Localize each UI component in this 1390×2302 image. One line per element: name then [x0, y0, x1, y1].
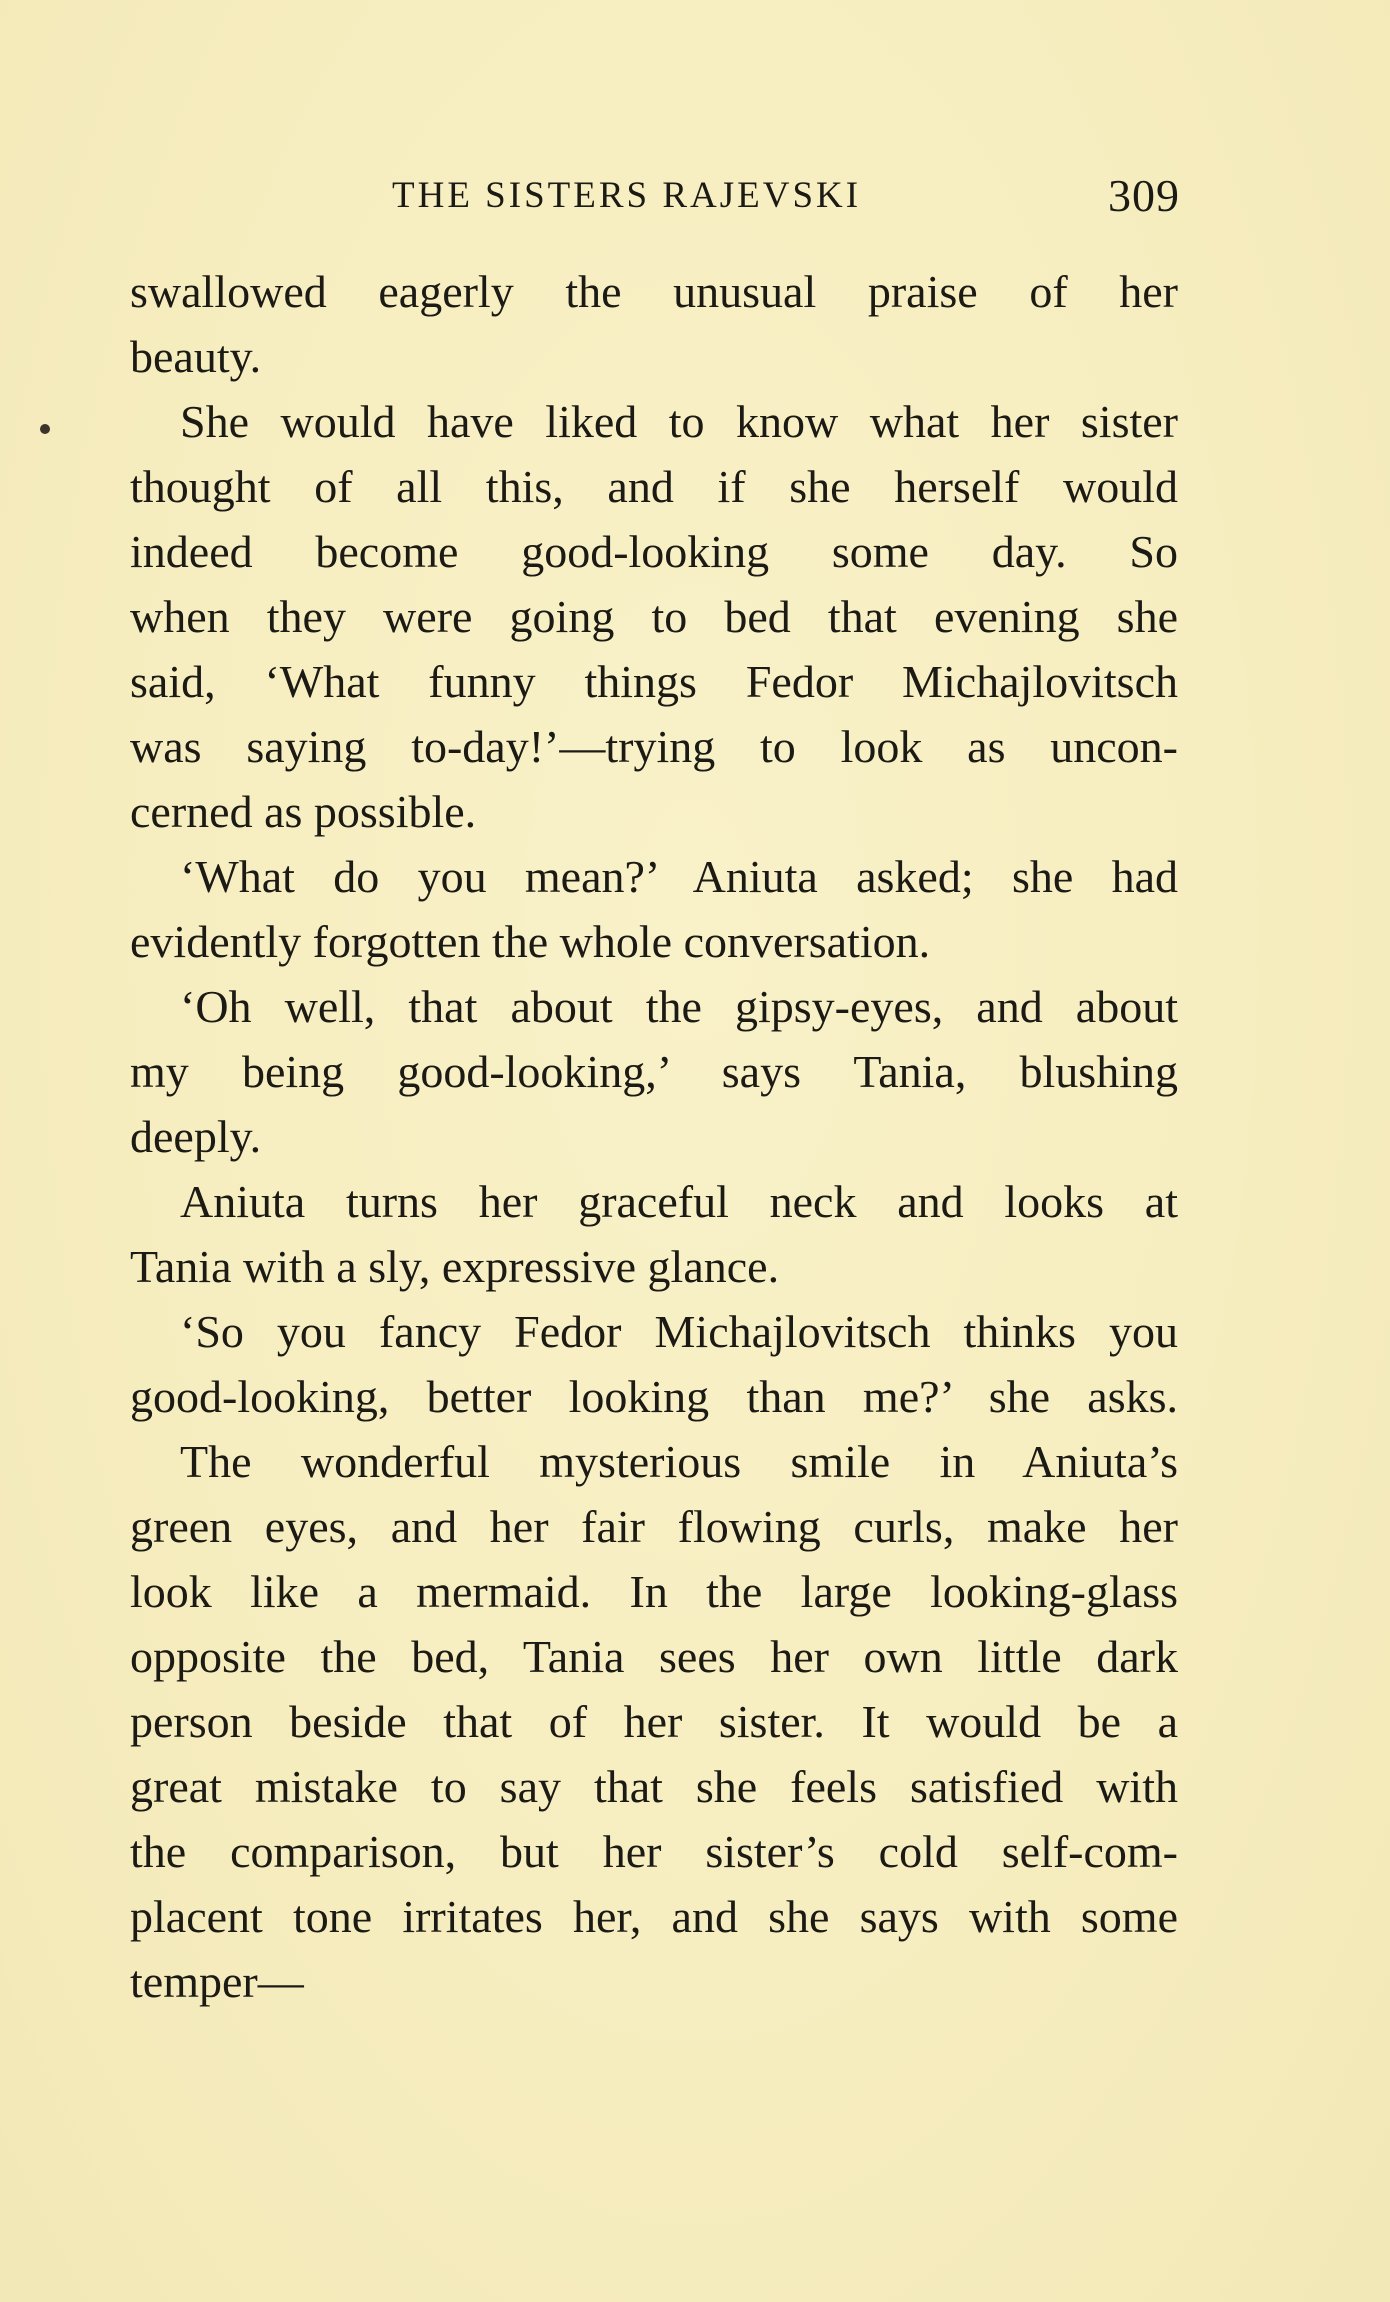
text-line: swallowed eagerly the unusual praise of her	[130, 266, 1178, 317]
text-line: look like a mermaid. In the large looking-glass	[130, 1566, 1178, 1617]
text-line: my being good-looking,’ says Tania, blushing	[130, 1046, 1178, 1097]
text-line: ‘So you fancy Fedor Michajlovitsch thinks you	[180, 1306, 1178, 1357]
text-line: indeed become good-looking some day. So	[130, 526, 1178, 577]
text-line: cerned as possible.	[130, 786, 477, 837]
text-line: the comparison, but her sister’s cold self-com-	[130, 1826, 1178, 1877]
text-line: thought of all this, and if she herself would	[130, 461, 1178, 512]
text-line: Aniuta turns her graceful neck and looks at	[180, 1176, 1178, 1227]
text-line: opposite the bed, Tania sees her own little dark	[130, 1631, 1178, 1682]
text-line: ‘What do you mean?’ Aniuta asked; she had	[180, 851, 1178, 902]
text-line: great mistake to say that she feels satisfied with	[130, 1761, 1178, 1812]
text-line: good-looking, better looking than me?’ she asks.	[130, 1371, 1178, 1422]
text-line: The wonderful mysterious smile in Aniuta’s	[180, 1436, 1178, 1487]
text-line: green eyes, and her fair flowing curls, make her	[130, 1501, 1178, 1552]
text-line: placent tone irritates her, and she says with some	[130, 1891, 1178, 1942]
text-line: when they were going to bed that evening she	[130, 591, 1178, 642]
text-line: was saying to-day!’—trying to look as uncon-	[130, 721, 1178, 772]
text-line: temper—	[130, 1956, 304, 2007]
running-title: THE SISTERS RAJEVSKI	[392, 175, 862, 216]
text-line: said, ‘What funny things Fedor Michajlovitsch	[130, 656, 1178, 707]
page-header	[130, 168, 1180, 224]
text-line: She would have liked to know what her sister	[180, 396, 1178, 447]
page-number: 309	[1108, 170, 1180, 221]
text-line: beauty.	[130, 331, 262, 382]
text-line: deeply.	[130, 1111, 262, 1162]
text-line: person beside that of her sister. It would be a	[130, 1696, 1178, 1747]
ink-speck	[40, 424, 50, 434]
text-line: Tania with a sly, expressive glance.	[130, 1241, 780, 1292]
text-line: evidently forgotten the whole conversation.	[130, 916, 931, 967]
body-text	[130, 259, 1178, 2014]
text-line: ‘Oh well, that about the gipsy-eyes, and about	[180, 981, 1178, 1032]
